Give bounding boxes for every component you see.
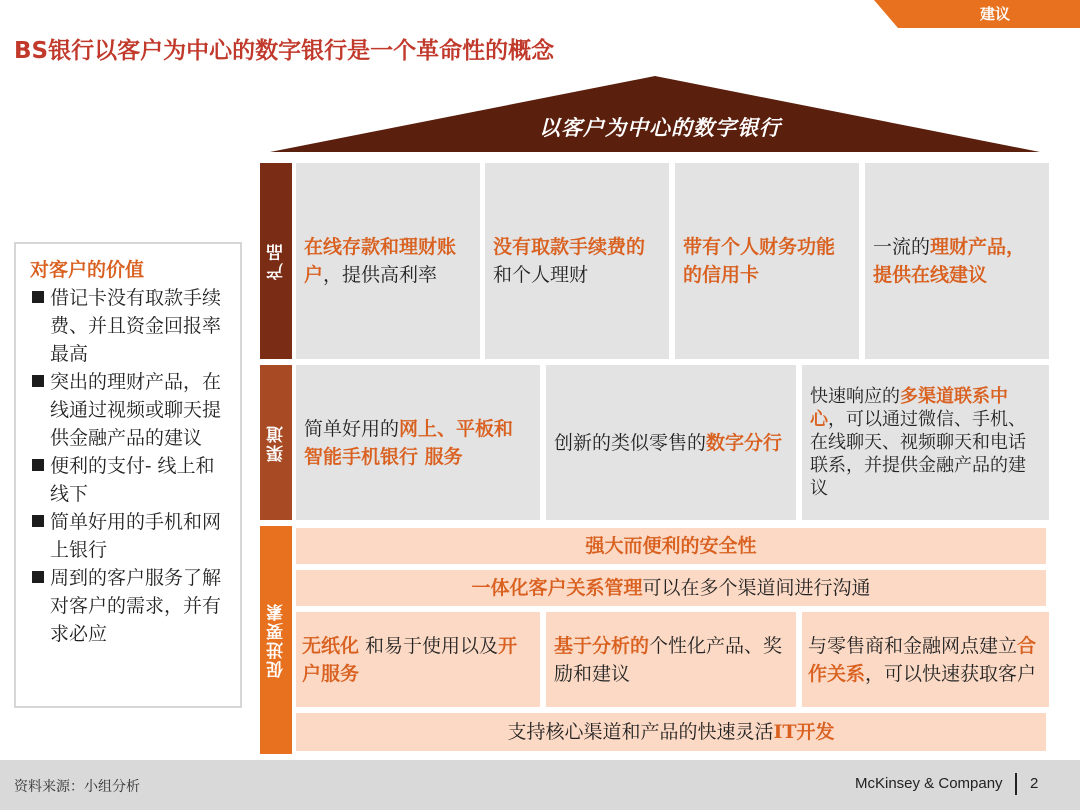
customer-value-box — [14, 242, 242, 708]
enabler-box: 无纸化 和易于使用以及开户服务 — [296, 612, 540, 707]
recommendation-tag — [874, 0, 1080, 28]
footer-divider — [1015, 773, 1017, 795]
bullet-square-icon — [32, 571, 44, 583]
page-title: BS银行以客户为中心的数字银行是一个革命性的概念 — [14, 38, 555, 64]
roof-label: 以客户为中心的数字银行 — [539, 115, 781, 140]
bullet-square-icon — [32, 515, 44, 527]
value-item: 借记卡没有取款手续费、并且资金回报率最高 — [28, 284, 232, 368]
bullet-square-icon — [32, 459, 44, 471]
product-box: 没有取款手续费的和个人理财 — [485, 163, 669, 359]
value-heading: 对客户的价值 — [30, 259, 145, 281]
enabler-box: 与零售商和金融网点建立合作关系，可以快速获取客户 — [802, 612, 1049, 707]
page-number: 2 — [1030, 775, 1039, 792]
product-box: 一流的理财产品，提供在线建议 — [865, 163, 1049, 359]
enabler-box: 支持核心渠道和产品的快速灵活 IT 开发 — [296, 713, 1046, 751]
bullet-square-icon — [32, 375, 44, 387]
enabler-box: 基于分析的个性化产品、奖励和建议 — [546, 612, 796, 707]
company-name: McKinsey & Company — [855, 775, 1003, 792]
product-box: 在线存款和理财账户，提供高利率 — [296, 163, 480, 359]
value-item: 简单好用的手机和网上银行 — [28, 508, 232, 564]
row-label-channels: 渠道 — [260, 365, 292, 520]
value-item: 突出的理财产品，在线通过视频或聊天提供金融产品的建议 — [28, 368, 232, 452]
enabler-box: 一体化客户关系管理 可以在多个渠道间进行沟通 — [296, 570, 1046, 606]
value-item: 周到的客户服务了解对客户的需求，并有求必应 — [28, 564, 232, 648]
channel-box: 创新的类似零售的数字分行 — [546, 365, 796, 520]
row-label-enablers: 促进要素 — [260, 526, 292, 754]
channel-box: 简单好用的网上、平板和智能手机银行 服务 — [296, 365, 540, 520]
row-label-products: 产品 — [260, 163, 292, 359]
bullet-square-icon — [32, 291, 44, 303]
enabler-box: 强大而便利的安全性 — [296, 528, 1046, 564]
product-box: 带有个人财务功能的信用卡 — [675, 163, 859, 359]
channel-box: 快速响应的多渠道联系中心，可以通过微信、手机、在线聊天、视频聊天和电话联系，并提供金融产品的建议 — [802, 365, 1049, 520]
tag-label: 建议 — [979, 5, 1010, 23]
source-note: 资料来源：小组分析 — [14, 779, 140, 795]
value-item: 便利的支付- 线上和线下 — [28, 452, 232, 508]
